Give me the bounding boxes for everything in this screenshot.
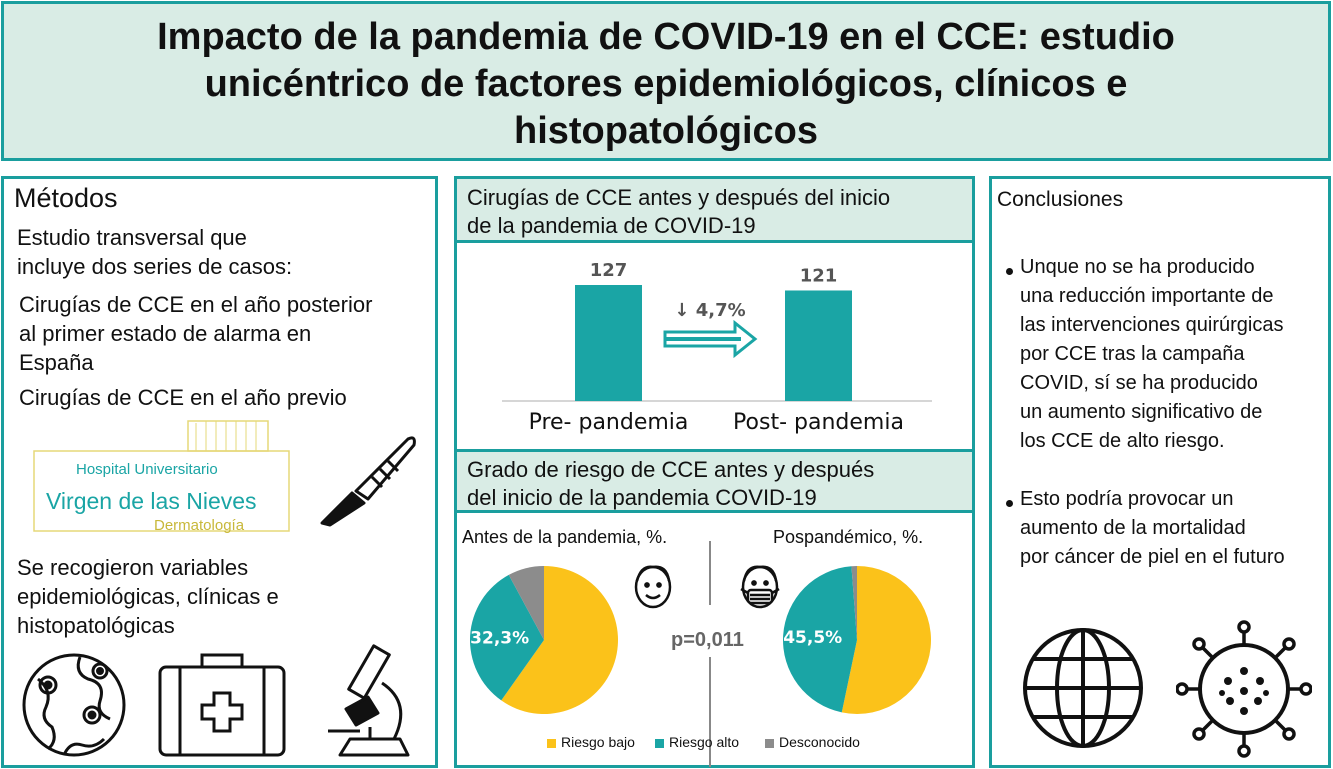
bar-pre (575, 285, 642, 401)
conclusion-2-line-2: aumento de la mortalidad (1020, 517, 1246, 539)
conclusion-2-line-3: por cáncer de piel en el futuro (1020, 546, 1285, 568)
medical-kit-icon (156, 649, 288, 761)
divider-top (709, 541, 711, 605)
methods-heading: Métodos (14, 183, 118, 213)
pie-post-title: Pospandémico, %. (773, 527, 924, 547)
pie-legend (457, 733, 972, 755)
title-line-2: unicéntrico de factores epidemiológicos, clínicos e (204, 63, 1128, 105)
virus-icon (1176, 619, 1312, 759)
legend-swatch-unknown (765, 739, 774, 748)
variables-line-1: Se recogieron variables (17, 555, 249, 580)
change-arrow-icon (665, 323, 755, 355)
pie-pre-title: Antes de la pandemia, %. (462, 527, 668, 547)
series-2: Cirugías de CCE en el año previo (19, 385, 347, 410)
conclusion-1-line-1: Unque no se ha producido (1020, 256, 1255, 278)
pre-slice-label: 32,3% (470, 628, 530, 649)
series-1-line-1: Cirugías de CCE en el año posterior (19, 292, 373, 317)
risk-heading-line-2: del inicio de la pandemia COVID-19 (467, 485, 817, 510)
bullet-2 (1006, 500, 1013, 507)
conclusion-1-line-2: una reducción importante de (1020, 285, 1274, 307)
legend-swatch-high (655, 739, 664, 748)
legend-unknown: Desconocido (779, 734, 860, 750)
methods-panel (1, 176, 438, 768)
legend-low: Riesgo bajo (561, 734, 635, 750)
pie-chart-pre (469, 565, 619, 715)
study-design-line-1: Estudio transversal que (17, 225, 247, 250)
hospital-name-line-1: Hospital Universitario (76, 461, 218, 478)
globe-virus-icon (18, 649, 130, 761)
surgeries-heading-line-1: Cirugías de CCE antes y después del inicio (467, 185, 891, 210)
variables-line-3: histopatológicas (17, 613, 175, 638)
surgeries-bar-chart (457, 243, 972, 443)
masked-face-icon (737, 559, 783, 611)
hospital-logo (26, 413, 294, 533)
surgeries-heading-line-2: de la pandemia de COVID-19 (467, 213, 756, 238)
title-banner (1, 1, 1331, 161)
conclusion-1-line-6: un aumento significativo de (1020, 401, 1263, 423)
risk-heading-line-1: Grado de riesgo de CCE antes y después (467, 457, 875, 482)
surgeries-header (457, 179, 972, 243)
face-icon (631, 559, 675, 611)
bar-value-label: 127 (589, 260, 628, 281)
title-line-3: histopatológicos (514, 110, 818, 152)
series-1-line-2: al primer estado de alarma en (19, 321, 312, 346)
conclusion-1-line-4: por CCE tras la campaña (1020, 343, 1245, 365)
series-1-line-3: España (19, 350, 94, 375)
legend-swatch-low (547, 739, 556, 748)
poster-title (24, 14, 1308, 155)
bar-category-label: Pre- pandemia (528, 410, 689, 435)
bar-value-label: 121 (799, 265, 838, 287)
conclusion-1-line-7: los CCE de alto riesgo. (1020, 430, 1225, 452)
bullet-1 (1006, 268, 1013, 275)
globe-icon (1020, 625, 1146, 751)
conclusions-heading: Conclusiones (997, 188, 1124, 211)
title-line-1: Impacto de la pandemia de COVID-19 en el CCE: estudio (157, 16, 1175, 58)
bar-category-label: Post- pandemia (733, 410, 904, 435)
conclusion-2-line-1: Esto podría provocar un (1020, 488, 1234, 510)
change-label: ↓ 4,7% (674, 300, 746, 321)
hospital-name-line-2: Virgen de las Nieves (46, 488, 257, 514)
microscope-icon (320, 643, 420, 761)
conclusion-1-line-5: COVID, sí se ha producido (1020, 372, 1258, 394)
post-slice-label: 45,5% (783, 628, 843, 649)
p-value: p=0,011 (671, 629, 744, 651)
conclusion-1-line-3: las intervenciones quirúrgicas (1020, 314, 1284, 336)
hospital-department: Dermatología (154, 517, 245, 534)
legend-high: Riesgo alto (669, 734, 740, 750)
variables-line-2: epidemiológicas, clínicas e (17, 584, 279, 609)
study-design-line-2: incluye dos series de casos: (17, 254, 293, 279)
risk-header (457, 449, 972, 513)
scalpel-icon (312, 431, 422, 529)
results-panel (454, 176, 975, 768)
conclusions-panel (989, 176, 1331, 768)
bar-post (785, 290, 852, 401)
pie-chart-post (782, 565, 932, 715)
